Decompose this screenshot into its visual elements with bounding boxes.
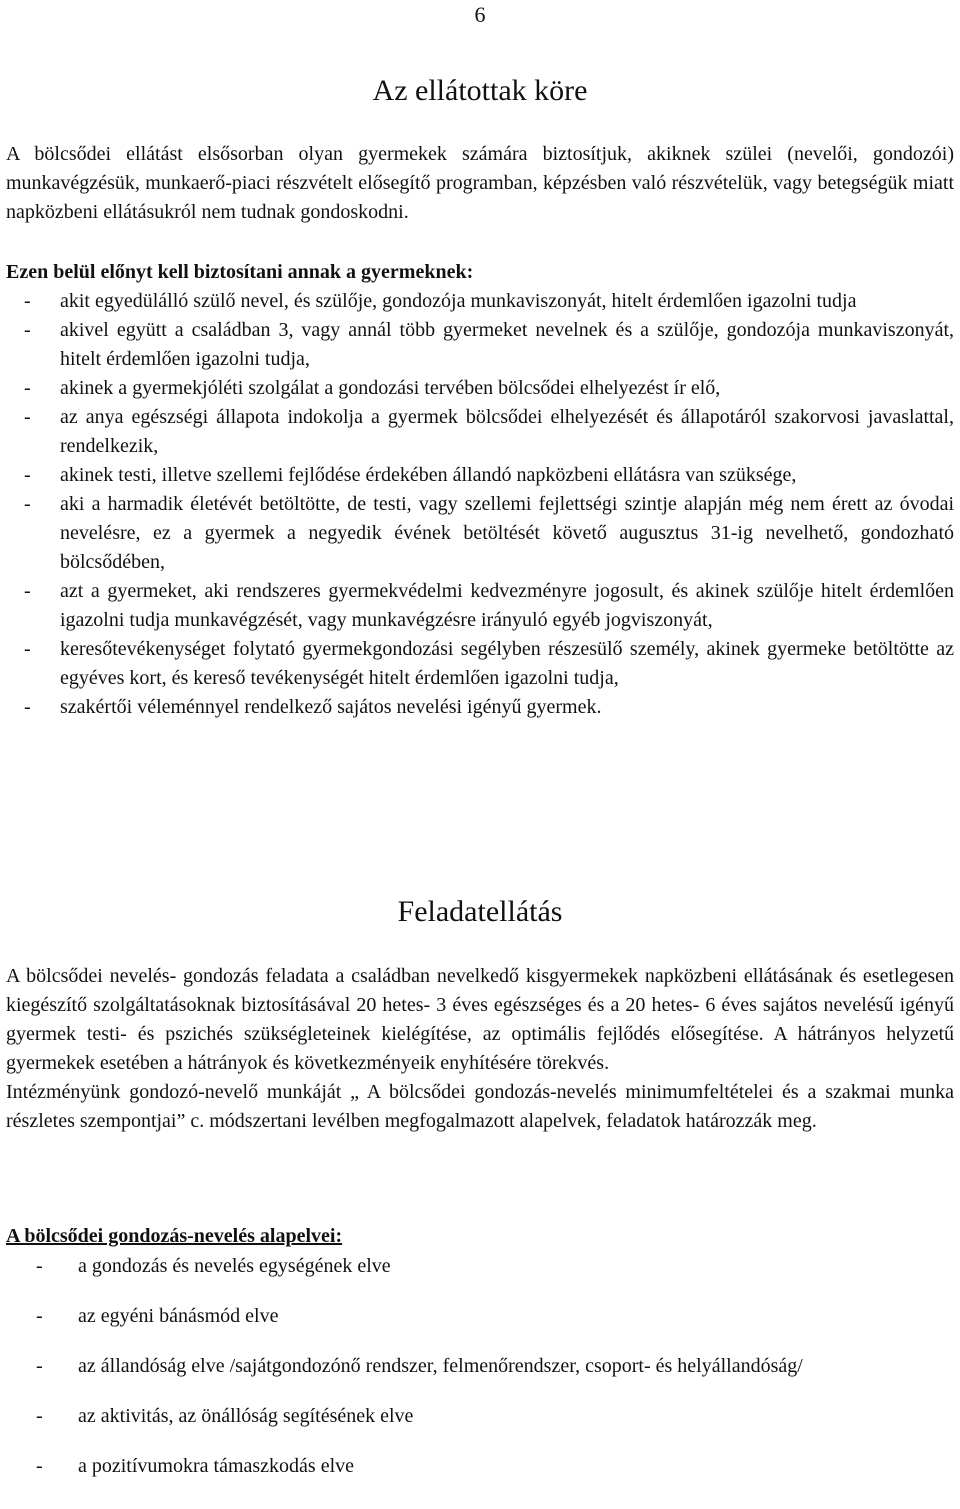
list-item-text: szakértői véleménnyel rendelkező sajátos nevelési igényű gyermek. bbox=[60, 696, 602, 718]
list-item bbox=[6, 316, 954, 374]
list-item-text: az állandóság elve /sajátgondozónő rendszer, felmenőrendszer, csoport- és helyállandóság/ bbox=[78, 1355, 803, 1377]
list-dash: - bbox=[24, 377, 31, 399]
task-paragraph-1: A bölcsődei nevelés- gondozás feladata a családban nevelkedő kisgyermekek napközbeni ellátásának és esetlegesen kiegészítő szolgáltatásoknak biztosításával 20 hetes- 3 éves egészséges és a 20 hetes- 6 éves sajátos nevelésű igényű gyermek testi- és pszichés szükségleteinek kielégítése, az optimális fejlődés elősegítése. A hátrányos helyzetű gyermekek esetében a hátrányok és következményeik enyhítésére törekvés. bbox=[6, 965, 954, 1074]
list-item-text: a gondozás és nevelés egységének elve bbox=[78, 1255, 391, 1277]
list-item bbox=[6, 1252, 954, 1281]
list-dash: - bbox=[24, 638, 31, 660]
list-item-text: az egyéni bánásmód elve bbox=[78, 1305, 279, 1327]
list-item-text: akivel együtt a családban 3, vagy annál több gyermeket nevelnek és a szülője, gondozója munkaviszonyát, hitelt érdemlően igazolni tudja, bbox=[60, 319, 954, 370]
list-item-text: aki a harmadik életévét betöltötte, de testi, vagy szellemi fejlettségi szintje alapján még nem érett az óvodai nevelésre, ez a gyermek a negyedik évének betöltését követő augusztus 31-ig nevelhető, gondozható bölcsődében, bbox=[60, 493, 954, 573]
list-dash: - bbox=[36, 1305, 43, 1327]
list-item-text: akinek testi, illetve szellemi fejlődése érdekében állandó napközbeni ellátásra van szüksége, bbox=[60, 464, 797, 486]
list-dash: - bbox=[24, 406, 31, 428]
list-dash: - bbox=[24, 290, 31, 312]
principles-heading: A bölcsődei gondozás-nevelés alapelvei: bbox=[6, 1225, 343, 1247]
principles-list bbox=[6, 1252, 954, 1502]
list-item bbox=[6, 374, 954, 403]
list-item-text: az anya egészségi állapota indokolja a gyermek bölcsődei elhelyezését és állapotáról szakorvosi javaslattal, rendelkezik, bbox=[60, 406, 954, 457]
section-title-tasks: Feladatellátás bbox=[397, 895, 563, 928]
list-dash: - bbox=[36, 1405, 43, 1427]
list-item bbox=[6, 287, 954, 316]
task-paragraph-2: Intézményünk gondozó-nevelő munkáját „ A bölcsődei gondozás-nevelés minimumfeltételei és a szakmai munka részletes szempontjai” c. módszertani levélben megfogalmazott alapelvek, feladatok határozzák meg. bbox=[6, 1081, 954, 1132]
list-dash: - bbox=[36, 1255, 43, 1277]
list-item bbox=[6, 693, 954, 722]
list-dash: - bbox=[36, 1455, 43, 1477]
list-item bbox=[6, 1352, 954, 1381]
list-dash: - bbox=[24, 696, 31, 718]
list-dash: - bbox=[24, 580, 31, 602]
list-item bbox=[6, 635, 954, 693]
section-title-recipients: Az ellátottak köre bbox=[372, 74, 588, 107]
list-item bbox=[6, 490, 954, 577]
priority-lead: Ezen belül előnyt kell biztosítani annak a gyermeknek: bbox=[6, 261, 474, 283]
list-item bbox=[6, 461, 954, 490]
list-item bbox=[6, 403, 954, 461]
intro-paragraph: A bölcsődei ellátást elsősorban olyan gyermekek számára biztosítjuk, akiknek szülei (nevelői, gondozói) munkavégzésük, munkaerő-piaci részvételt elősegítő programban, képzésben való részvételük, vagy betegségük miatt napközbeni ellátásukról nem tudnak gondoskodni. bbox=[6, 143, 954, 223]
list-item bbox=[6, 1402, 954, 1431]
list-item-text: keresőtevékenységet folytató gyermekgondozási segélyben részesülő személy, akinek gyermeke betöltötte az egyéves kort, és kereső tevékenységét hitelt érdemlően igazolni tudja, bbox=[60, 638, 954, 689]
list-item-text: akit egyedülálló szülő nevel, és szülője, gondozója munkaviszonyát, hitelt érdemlően igazolni tudja bbox=[60, 290, 857, 312]
list-item-text: az aktivitás, az önállóság segítésének elve bbox=[78, 1405, 414, 1427]
page-number: 6 bbox=[474, 2, 486, 27]
list-item bbox=[6, 1302, 954, 1331]
list-dash: - bbox=[24, 464, 31, 486]
list-dash: - bbox=[24, 493, 31, 515]
list-item-text: a pozitívumokra támaszkodás elve bbox=[78, 1455, 355, 1477]
list-item bbox=[6, 1452, 954, 1481]
priority-list bbox=[6, 287, 954, 722]
list-item-text: azt a gyermeket, aki rendszeres gyermekvédelmi kedvezményre jogosult, és akinek szülője hitelt érdemlően igazolni tudja munkavégzését, vagy munkavégzésre irányuló egyéb jogviszonyát, bbox=[60, 580, 954, 631]
task-section bbox=[6, 962, 954, 1136]
list-item-text: akinek a gyermekjóléti szolgálat a gondozási tervében bölcsődei elhelyezést ír elő, bbox=[60, 377, 721, 399]
list-item bbox=[6, 577, 954, 635]
list-dash: - bbox=[36, 1355, 43, 1377]
list-dash: - bbox=[24, 319, 31, 341]
